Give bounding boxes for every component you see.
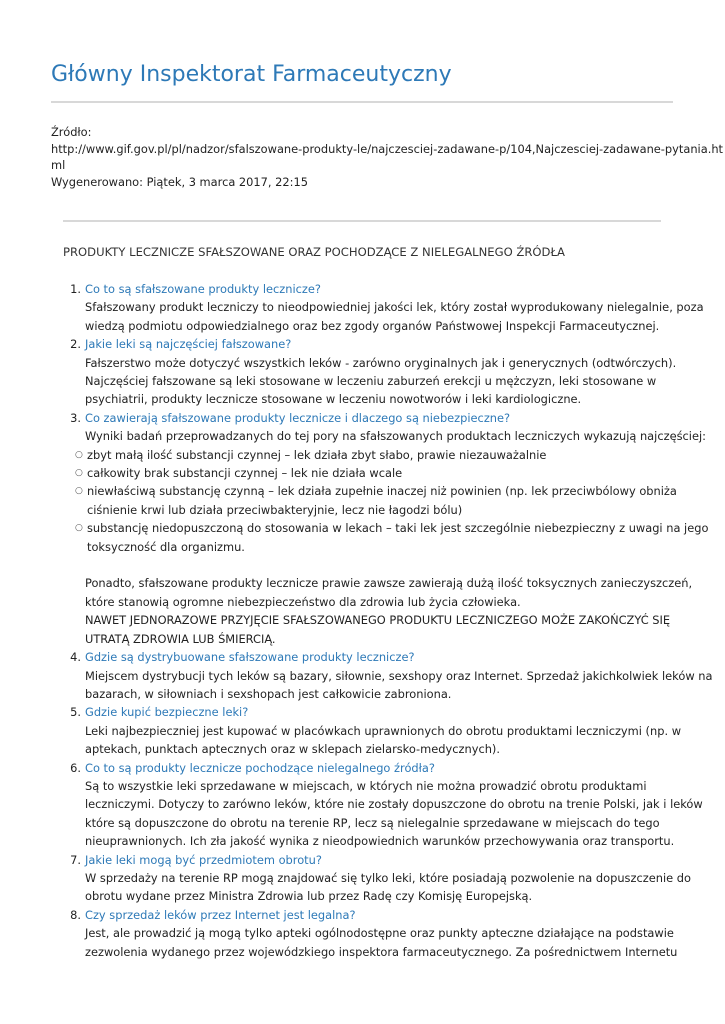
question-link[interactable]: Co to są produkty lecznicze pochodzące nielegalnego źródła? xyxy=(85,760,435,775)
section-title: PRODUKTY LECZNICZE SFAŁSZOWANE ORAZ POCHODZĄCE Z NIELEGALNEGO ŹRÓDŁA xyxy=(63,245,565,259)
bullet-continuation: toksyczność dla organizmu. xyxy=(87,539,245,554)
bullet-item xyxy=(0,482,677,500)
source-label: Źródło: xyxy=(51,125,92,139)
answer-line: Miejscem dystrybucji tych leków są bazary, siłownie, sexshopy oraz Internet. Sprzedaż jakichkolwiek leków na xyxy=(85,668,713,683)
source-url-line[interactable]: ml xyxy=(51,158,66,173)
faq-question[interactable] xyxy=(0,906,725,924)
item-number: 2. xyxy=(70,337,81,352)
answer-line: nieuprawnionych. Ich zła jakość wynika z nieodpowiednich warunków przechowywania oraz transportu. xyxy=(85,834,675,849)
answer-line: Jest, ale prowadzić ją mogą tylko apteki ogólnodostępne oraz punkty apteczne działające na podstawie xyxy=(85,926,674,941)
faq-question[interactable] xyxy=(0,280,725,298)
answer-line: Ponadto, sfałszowane produkty lecznicze prawie zawsze zawierają dużą ilość toksycznych zanieczyszczeń, xyxy=(85,576,693,591)
item-number: 8. xyxy=(70,907,81,922)
answer-line: aptekach, punktach aptecznych oraz w sklepach zielarsko-medycznych). xyxy=(85,742,500,757)
faq-question[interactable] xyxy=(0,335,725,353)
faq-question[interactable] xyxy=(0,759,725,777)
faq-question[interactable] xyxy=(0,648,725,666)
bullet-item xyxy=(0,519,709,537)
bullet-text: całkowity brak substancji czynnej – lek nie działa wcale xyxy=(87,466,403,481)
question-link[interactable]: Co zawierają sfałszowane produkty lecznicze i dlaczego są niebezpieczne? xyxy=(85,410,511,425)
bullet-text: niewłaściwą substancję czynną – lek działa zupełnie inaczej niż powinien (np. lek przeciwbólowy obniża xyxy=(87,484,677,499)
answer-line: Są to wszystkie leki sprzedawane w miejscach, w których nie można prowadzić obrotu produktami xyxy=(85,778,647,793)
warning-line: UTRATĄ ZDROWIA LUB ŚMIERCIĄ. xyxy=(85,631,276,646)
bullet-circle-icon: ○ xyxy=(75,486,83,497)
faq-list xyxy=(0,280,725,961)
item-number: 6. xyxy=(70,760,81,775)
question-link[interactable]: Czy sprzedaż leków przez Internet jest legalna? xyxy=(85,907,356,922)
generated-date: Wygenerowano: Piątek, 3 marca 2017, 22:15 xyxy=(51,174,308,189)
answer-line: W sprzedaży na terenie RP mogą znajdować się tylko leki, które posiadają pozwolenie na dopuszczenie do xyxy=(85,870,691,885)
warning-line: NAWET JEDNORAZOWE PRZYJĘCIE SFAŁSZOWANEGO PRODUKTU LECZNICZEGO MOŻE ZAKOŃCZYĆ SIĘ xyxy=(85,613,671,628)
bullet-circle-icon: ○ xyxy=(75,449,83,460)
answer-line: Najczęściej fałszowane są leki stosowane w leczeniu zaburzeń erekcji u mężczyzn, leki stosowane w xyxy=(85,374,657,389)
faq-question[interactable] xyxy=(0,851,725,869)
answer-line: bazarach, w siłowniach i sexshopach jest całkowicie zabroniona. xyxy=(85,686,452,701)
answer-line: wiedzą podmiotu odpowiedzialnego oraz bez zgody organów Państwowej Inspekcji Farmaceutycznej. xyxy=(85,318,660,333)
bullet-circle-icon: ○ xyxy=(75,468,83,479)
answer-line: zezwolenia wydanego przez wojewódzkiego inspektora farmaceutycznego. Za pośrednictwem Internetu xyxy=(85,944,678,959)
source-url[interactable] xyxy=(51,141,724,174)
answer-line: Wyniki badań przeprowadzanych do tej pory na sfałszowanych produktach leczniczych wykazują najczęściej: xyxy=(85,429,706,444)
question-link[interactable]: Co to są sfałszowane produkty lecznicze? xyxy=(85,282,321,296)
bullet-circle-icon: ○ xyxy=(75,523,83,534)
bullet-continuation: ciśnienie krwi lub działa przeciwbakteryjnie, lecz nie łagodzi bólu) xyxy=(87,502,463,517)
question-link[interactable]: Jakie leki są najczęściej fałszowane? xyxy=(85,337,292,352)
source-meta xyxy=(51,124,724,190)
section-divider xyxy=(63,220,661,222)
answer-line: obrotu wydane przez Ministra Zdrowia lub przez Radę czy Komisję Europejską. xyxy=(85,889,533,904)
answer-line: Fałszerstwo może dotyczyć wszystkich leków - zarówno oryginalnych jak i generycznych (odtwórczych). xyxy=(85,355,677,370)
answer-line: leczniczymi. Dotyczy to zarówno leków, które nie zostały dopuszczone do obrotu na trenie Polski, jak i leków xyxy=(85,797,703,812)
bullet-item xyxy=(0,464,662,482)
title-divider xyxy=(51,101,673,103)
answer-line: Leki najbezpieczniej jest kupować w placówkach uprawnionych do obrotu produktami leczniczymi (np. w xyxy=(85,723,682,738)
bullet-item xyxy=(0,446,662,464)
page-title: Główny Inspektorat Farmaceutyczny xyxy=(51,62,452,87)
item-number: 5. xyxy=(70,705,81,720)
answer-line: Sfałszowany produkt leczniczy to nieodpowiedniej jakości lek, który został wyprodukowany nielegalnie, poza xyxy=(85,300,704,315)
bullet-text: substancję niedopuszczoną do stosowania w lekach – taki lek jest szczególnie niebezpieczny z uwagi na jego xyxy=(87,521,709,536)
item-number: 3. xyxy=(70,410,81,425)
item-number: 7. xyxy=(70,852,81,867)
answer-line: które stanowią ogromne niebezpieczeństwo dla zdrowia lub życia człowieka. xyxy=(85,594,521,609)
faq-question[interactable] xyxy=(0,703,725,721)
question-link[interactable]: Gdzie są dystrybuowane sfałszowane produkty lecznicze? xyxy=(85,650,415,665)
question-link[interactable]: Gdzie kupić bezpieczne leki? xyxy=(85,705,249,720)
source-url-line[interactable]: http://www.gif.gov.pl/pl/nadzor/sfalszowane-produkty-le/najczesciej-zadawane-p/104,Najczesciej-zadawane-pytania.ht xyxy=(51,141,724,156)
item-number: 1. xyxy=(70,282,81,296)
faq-question[interactable] xyxy=(0,409,725,427)
answer-line: które są dopuszczone do obrotu na terenie RP, lecz są nielegalnie sprzedawane w miejscach do tego xyxy=(85,815,660,830)
item-number: 4. xyxy=(70,650,81,665)
bullet-text: zbyt małą ilość substancji czynnej – lek działa zbyt słabo, prawie niezauważalnie xyxy=(87,447,547,462)
spacer xyxy=(0,556,725,574)
answer-line: psychiatrii, produkty lecznicze stosowane w leczeniu nowotworów i leki kardiologiczne. xyxy=(85,392,582,407)
question-link[interactable]: Jakie leki mogą być przedmiotem obrotu? xyxy=(85,852,322,867)
